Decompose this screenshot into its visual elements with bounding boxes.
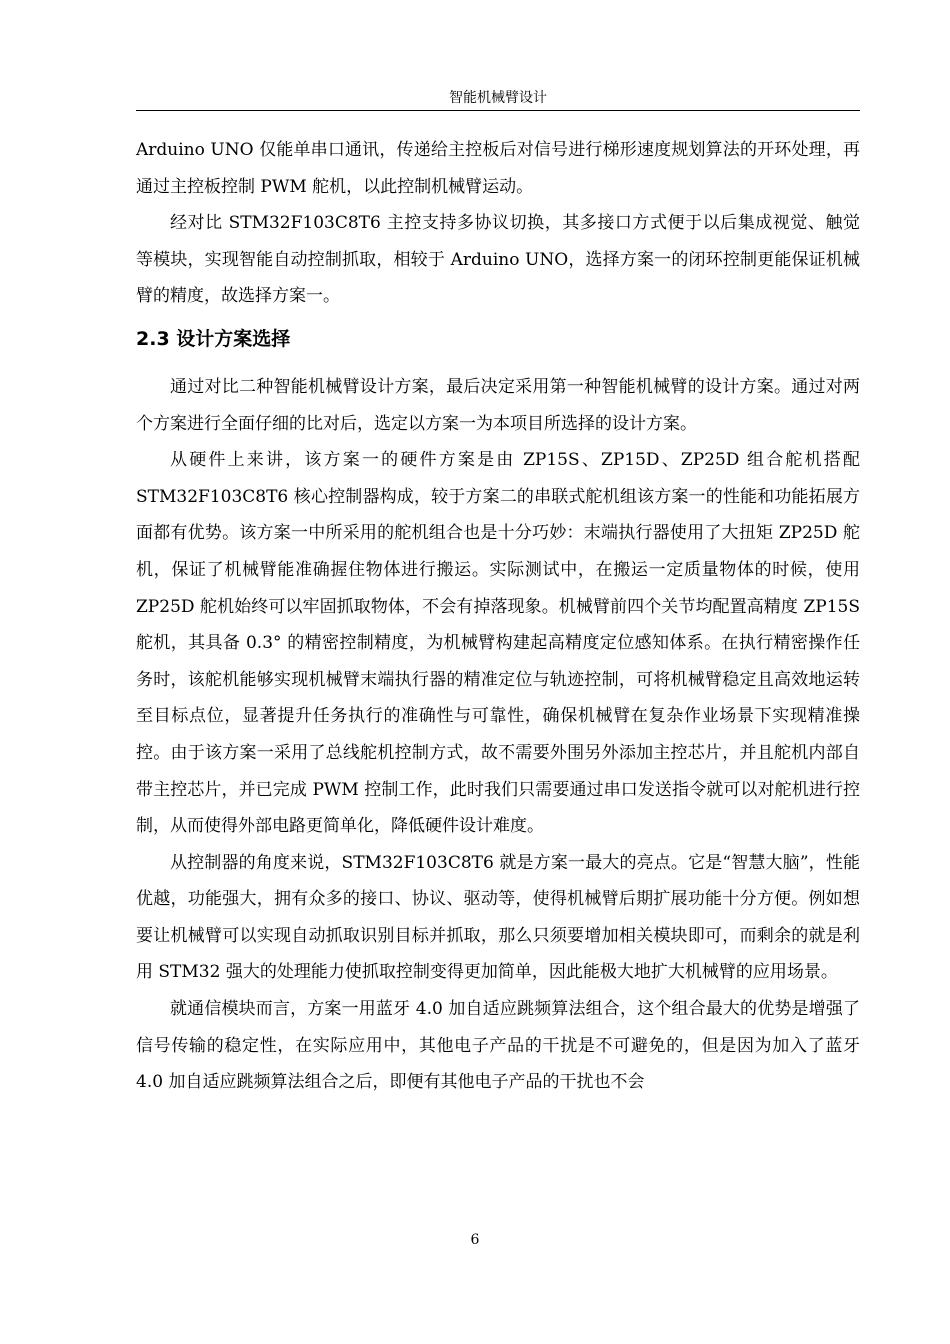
paragraph: 通过对比二种智能机械臂设计方案，最后决定采用第一种智能机械臂的设计方案。通过对两个方案进行全面仔细的比对后，选定以方案一为本项目所选择的设计方案。 [136,376,860,434]
body-text [136,132,860,1101]
paragraph: 从控制器的角度来说，STM32F103C8T6 就是方案一最大的亮点。它是“智慧大脑”，性能优越，功能强大，拥有众多的接口、协议、驱动等，使得机械臂后期扩展功能十分方便。例如想要让机械臂可以实现自动抓取识别目标并抓取，那么只须要增加相关模块即可，而剩余的就是利用 STM32 强大的处理能力使抓取控制变得更加简单，因此能极大地扩大机械臂的应用场景。 [136,852,860,983]
paragraph: 从硬件上来讲，该方案一的硬件方案是由 ZP15S、ZP15D、ZP25D 组合舵机搭配 STM32F103C8T6 核心控制器构成，较于方案二的串联式舵机组该方案一的性能和功能拓展方面都有优势。该方案一中所采用的舵机组合也是十分巧妙：末端执行器使用了大扭矩 ZP25D 舵机，保证了机械臂能准确握住物体进行搬运。实际测试中，在搬运一定质量物体的时候，使用 ZP25D 舵机始终可以牢固抓取物体，不会有掉落现象。机械臂前四个关节均配置高精度 ZP15S 舵机，其具备 0.3° 的精密控制精度，为机械臂构建起高精度定位感知体系。在执行精密操作任务时，该舵机能够实现机械臂末端执行器的精准定位与轨迹控制，可将机械臂稳定且高效地运转至目标点位，显著提升任务执行的准确性与可靠性，确保机械臂在复杂作业场景下实现精准操控。由于该方案一采用了总线舵机控制方式，故不需要外围另外添加主控芯片，并且舵机内部自带主控芯片，并已完成 PWM 控制工作，此时我们只需要通过串口发送指令就可以对舵机进行控制，从而使得外部电路更简单化，降低硬件设计难度。 [136,450,860,837]
page-number: 6 [470,1232,480,1248]
paragraph: 经对比 STM32F103C8T6 主控支持多协议切换，其多接口方式便于以后集成视觉、触觉等模块，实现智能自动控制抓取，相较于 Arduino UNO，选择方案一的闭环控制更能保证机械臂的精度，故选择方案一。 [136,213,860,307]
section-heading: 2.3 设计方案选择 [136,327,291,350]
running-header: 智能机械臂设计 [449,90,547,106]
header-rule [136,110,860,111]
paragraph-continued: Arduino UNO 仅能单串口通讯，传递给主控板后对信号进行梯形速度规划算法的开环处理，再通过主控板控制 PWM 舵机，以此控制机械臂运动。 [136,140,860,197]
paragraph: 就通信模块而言，方案一用蓝牙 4.0 加自适应跳频算法组合，这个组合最大的优势是增强了信号传输的稳定性，在实际应用中，其他电子产品的干扰是不可避免的，但是因为加入了蓝牙 4.0 加自适应跳频算法组合之后，即便有其他电子产品的干扰也不会 [136,999,860,1093]
